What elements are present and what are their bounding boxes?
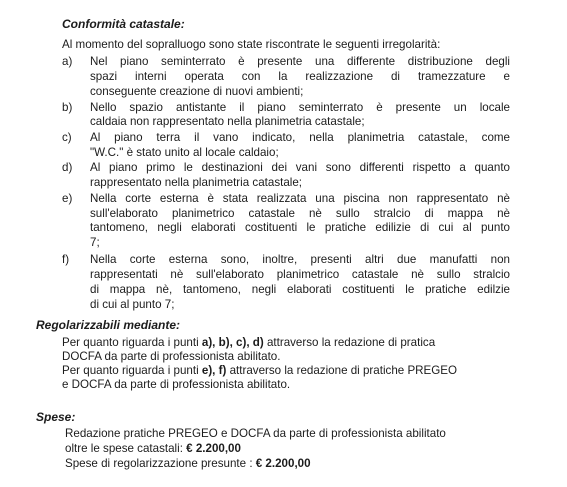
item-line: Nello spazio antistante il piano seminterrato è presente un locale <box>90 101 510 114</box>
item-marker: e) <box>62 192 73 205</box>
spese-line-2 <box>65 442 241 456</box>
item-line: Nel piano seminterrato è presente una differente distribuzione degli <box>90 55 510 68</box>
intro-text: Al momento del sopralluogo sono state riscontrate le seguenti irregolarità: <box>62 38 441 51</box>
item-line: Al piano primo le destinazioni dei vani sono differenti rispetto a quanto <box>90 161 510 174</box>
text: attraverso la redazione di pratiche PREGEO <box>226 364 458 377</box>
points-bold: e), f) <box>201 364 227 377</box>
item-line: caldaia non rappresentato nella planimetria catastale; <box>90 115 365 128</box>
item-line: rappresentato nella planimetria catastale; <box>90 176 303 189</box>
amount-bold: € 2.200,00 <box>186 442 241 455</box>
text: Per quanto riguarda i punti <box>62 364 202 377</box>
text: Spese di regolarizzazione presunte : <box>65 457 256 470</box>
item-line: tantomeno, negli elaborati costituenti le pratiche edilizie di cui al punto <box>90 221 510 234</box>
text: Per quanto riguarda i punti <box>62 336 202 349</box>
text: attraverso la redazione di pratica <box>263 336 436 349</box>
amount-bold: € 2.200,00 <box>255 457 311 470</box>
section-heading-regolarizzabili: Regolarizzabili mediante: <box>36 318 181 332</box>
item-line: di mappa nè, tantomeno, negli elaborati costituenti le pratiche edilzie <box>90 283 510 296</box>
points-bold: a), b), c), d) <box>201 336 264 349</box>
item-marker: b) <box>62 101 73 114</box>
item-line: spazi interni operata con la realizzazione di tramezzature e <box>90 70 510 83</box>
item-line: Al piano terra il vano indicato, nella planimetria catastale, come <box>90 131 510 144</box>
section-heading-spese: Spese: <box>36 410 76 424</box>
item-marker: d) <box>62 161 73 174</box>
regolarizzabili-line-3 <box>62 364 457 378</box>
item-line: Nella corte esterna è stata realizzata una piscina non rappresentato nè <box>90 192 510 205</box>
regolarizzabili-line-4: e DOCFA da parte di professionista abilitato. <box>62 378 291 391</box>
item-marker: a) <box>62 55 73 68</box>
item-line: 7; <box>90 236 100 249</box>
item-line: rappresentati nè sull'elaborato planimetrico catastale nè sullo stralcio <box>90 268 510 281</box>
item-line: di cui al punto 7; <box>90 298 175 311</box>
item-marker: f) <box>62 253 70 266</box>
spese-line-1: Redazione pratiche PREGEO e DOCFA da parte di professionista abilitato <box>65 427 446 440</box>
item-marker: c) <box>62 131 72 144</box>
regolarizzabili-line-2: DOCFA da parte di professionista abilitato. <box>62 350 281 363</box>
item-line: sull'elaborato planimetrico catastale nè sullo stralcio di mappa nè <box>90 207 510 220</box>
item-line: "W.C." è stato unito al locale caldaio; <box>90 146 279 159</box>
item-line: conseguente creazione di nuovi ambienti; <box>90 85 304 98</box>
spese-line-3 <box>65 457 311 471</box>
item-line: Nella corte esterna sono, inoltre, presenti altri due manufatti non <box>90 253 510 266</box>
text: oltre le spese catastali: <box>65 442 187 455</box>
regolarizzabili-line-1 <box>62 336 435 350</box>
section-heading-conformita: Conformità catastale: <box>62 17 185 31</box>
